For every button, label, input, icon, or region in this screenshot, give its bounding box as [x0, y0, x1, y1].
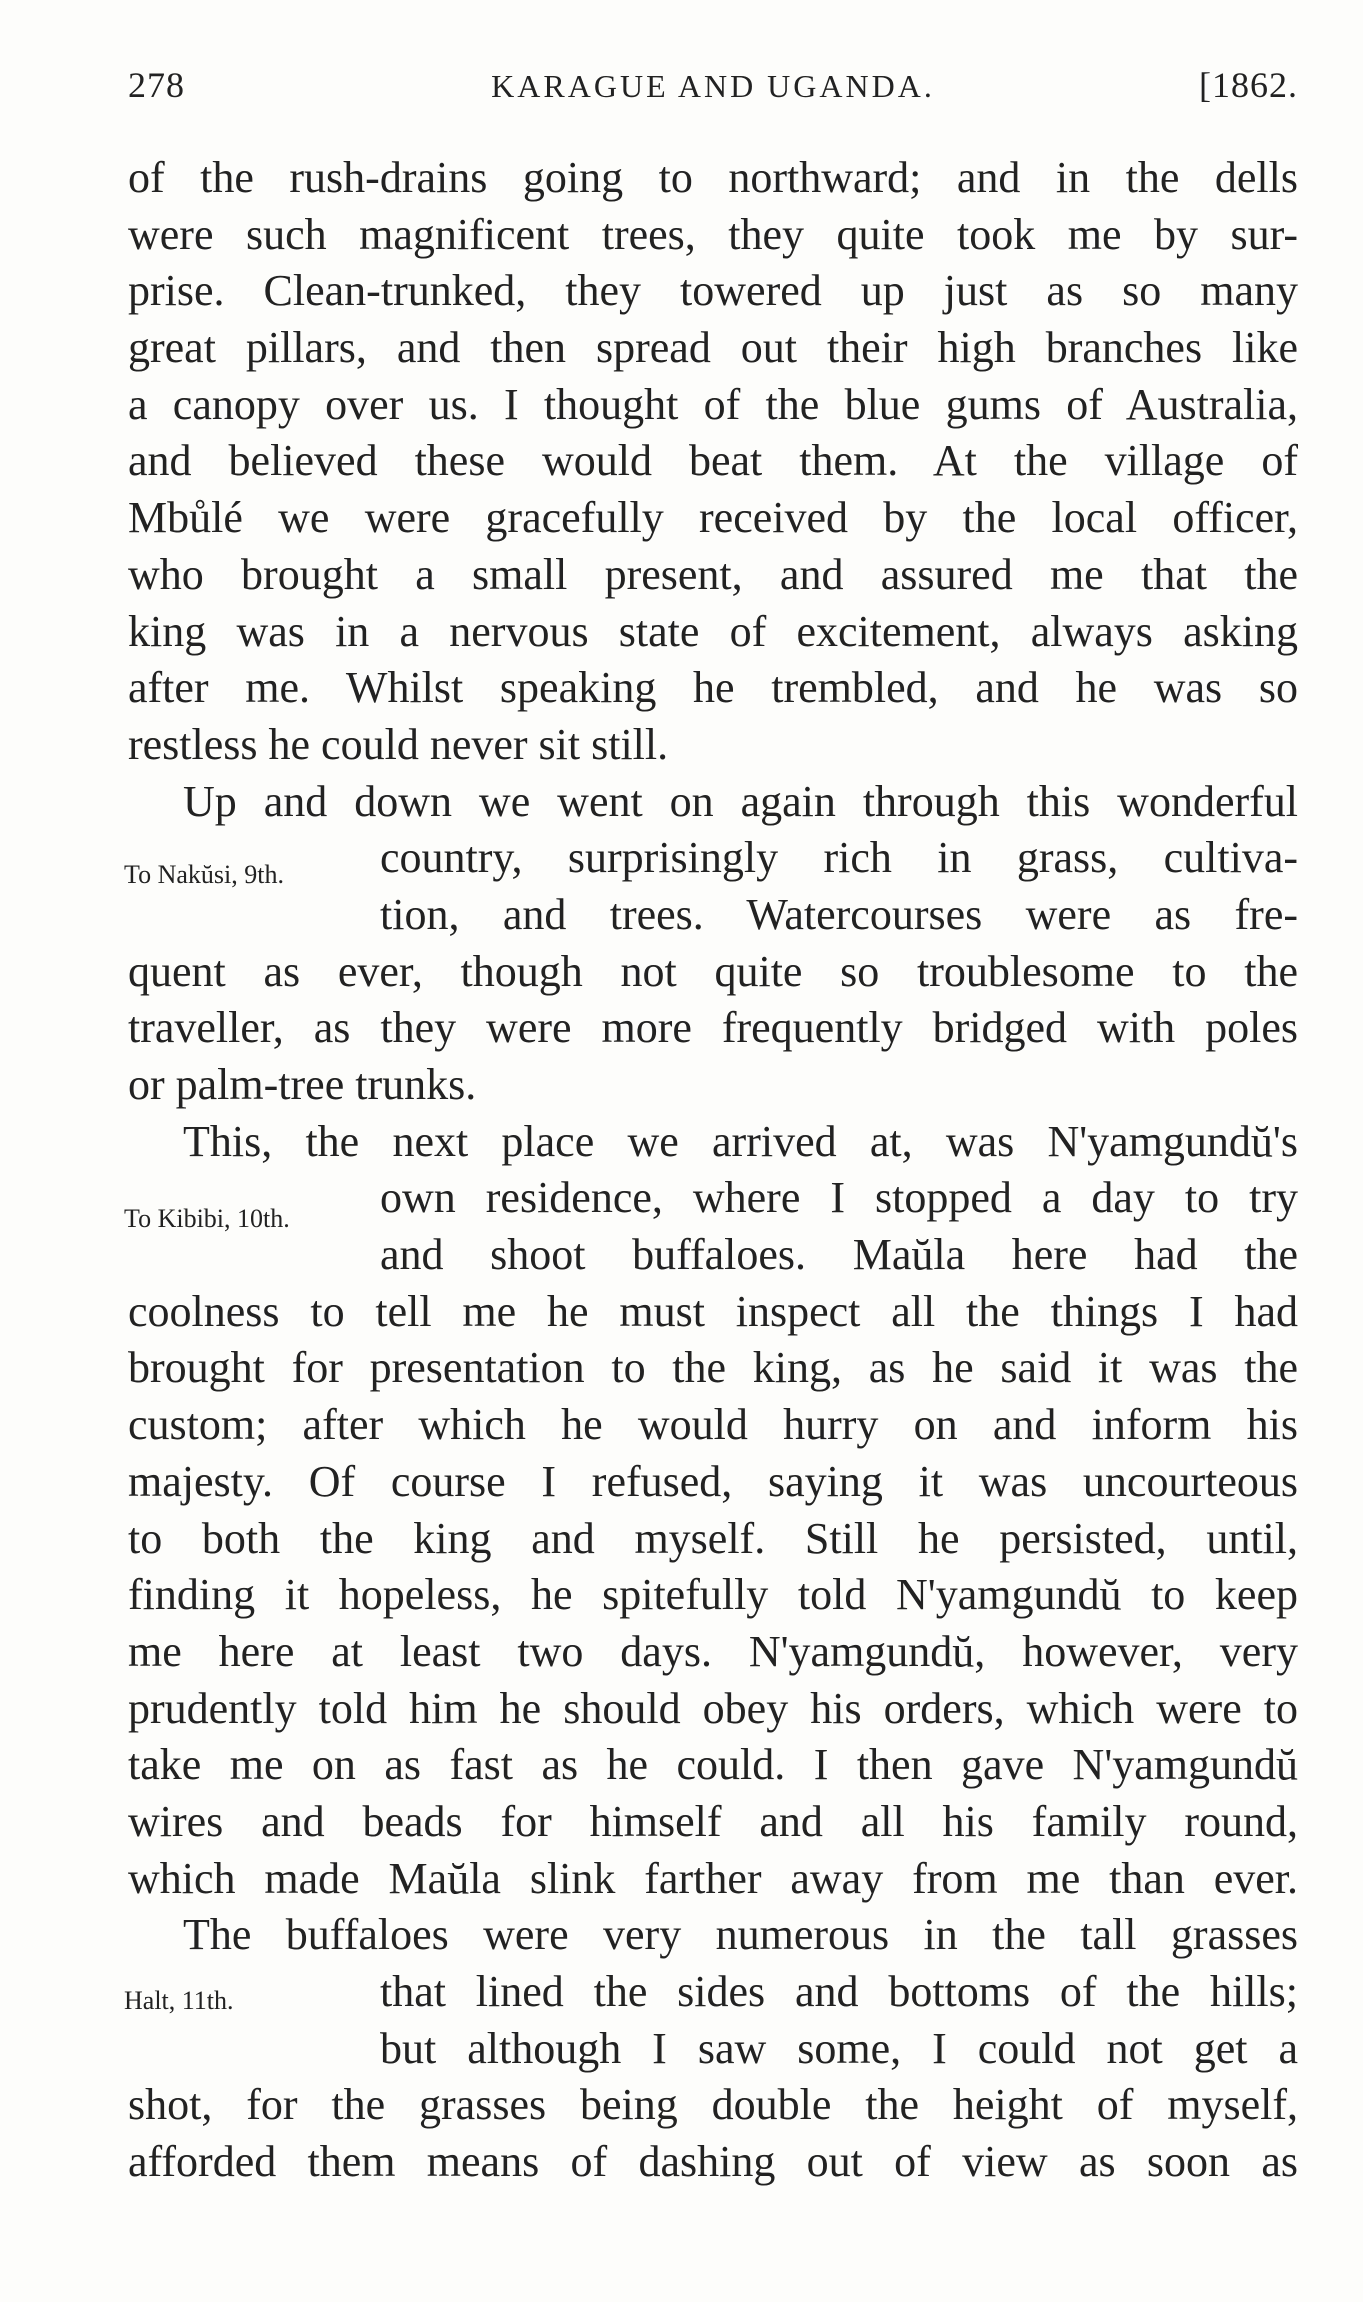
text-line: great pillars, and then spread out their high branches like [128, 323, 1298, 373]
text-line: that lined the sides and bottoms of the hills; [380, 1967, 1298, 2017]
text-line: and believed these would beat them. At the village of [128, 436, 1298, 486]
text-line: brought for presentation to the king, as he said it was the [128, 1343, 1298, 1393]
text-line: take me on as fast as he could. I then gave N'yamgundŭ [128, 1740, 1298, 1790]
text-line: shot, for the grasses being double the height of myself, [128, 2080, 1298, 2130]
text-line: or palm-tree trunks. [128, 1060, 477, 1110]
running-year: [1862. [1199, 65, 1298, 105]
text-line: were such magnificent trees, they quite took me by sur- [128, 209, 1298, 259]
text-line: Up and down we went on again through this wonderful [183, 776, 1298, 826]
text-line: custom; after which he would hurry on and inform his [128, 1400, 1298, 1450]
text-line: who brought a small present, and assured me that the [128, 549, 1298, 599]
text-line: to both the king and myself. Still he persisted, until, [128, 1513, 1298, 1563]
margin-note-block [124, 1170, 1298, 1283]
text-line: coolness to tell me he must inspect all the things I had [128, 1286, 1298, 1336]
text-line: which made Maŭla slink farther away from me than ever. [128, 1853, 1298, 1903]
margin-note: Halt, 11th. [124, 1986, 234, 2016]
text-line: traveller, as they were more frequently bridged with poles [128, 1003, 1298, 1053]
margin-note-lines [380, 830, 1298, 943]
text-line: king was in a nervous state of excitement, always asking [128, 606, 1298, 656]
text-line: a canopy over us. I thought of the blue gums of Australia, [128, 379, 1298, 429]
paragraph-2 [124, 774, 1298, 1114]
text-line: me here at least two days. N'yamgundŭ, however, very [128, 1626, 1298, 1676]
text-line: restless he could never sit still. [128, 719, 669, 769]
margin-note: To Nakŭsi, 9th. [124, 860, 284, 890]
text-line: and shoot buffaloes. Maŭla here had the [380, 1230, 1298, 1280]
margin-note-lines [380, 1170, 1298, 1283]
margin-note-lines [380, 1964, 1298, 2077]
text-line: afforded them means of dashing out of view as soon as [128, 2137, 1298, 2187]
margin-note-block [124, 830, 1298, 943]
text-line: quent as ever, though not quite so troublesome to the [128, 946, 1298, 996]
text-line: Mbůlé we were gracefully received by the local officer, [128, 493, 1298, 543]
running-head [128, 64, 1298, 120]
text-line: after me. Whilst speaking he trembled, and he was so [128, 663, 1298, 713]
text-line: This, the next place we arrived at, was N'yamgundŭ's [183, 1116, 1298, 1166]
running-title: KARAGUE AND UGANDA. [491, 68, 935, 104]
text-line: The buffaloes were very numerous in the tall grasses [183, 1910, 1298, 1960]
page-number: 278 [128, 65, 185, 105]
text-line: country, surprisingly rich in grass, cultiva- [380, 833, 1298, 883]
body-text [124, 150, 1298, 2191]
text-line: wires and beads for himself and all his family round, [128, 1796, 1298, 1846]
text-line: but although I saw some, I could not get a [380, 2023, 1298, 2073]
text-line: majesty. Of course I refused, saying it was uncourteous [128, 1456, 1298, 1506]
text-line: finding it hopeless, he spitefully told N'yamgundŭ to keep [128, 1570, 1298, 1620]
margin-note-block [124, 1964, 1298, 2077]
text-line: of the rush-drains going to northward; and in the dells [128, 153, 1298, 202]
text-line: prise. Clean-trunked, they towered up just as so many [128, 266, 1298, 316]
text-line: tion, and trees. Watercourses were as fre- [380, 889, 1298, 939]
text-line: prudently told him he should obey his orders, which were to [128, 1683, 1298, 1733]
paragraph-4 [124, 1907, 1298, 2190]
text-line: own residence, where I stopped a day to try [380, 1173, 1298, 1223]
margin-note: To Kibibi, 10th. [124, 1204, 290, 1234]
paragraph-1 [128, 150, 1298, 774]
paragraph-3 [124, 1114, 1298, 1908]
